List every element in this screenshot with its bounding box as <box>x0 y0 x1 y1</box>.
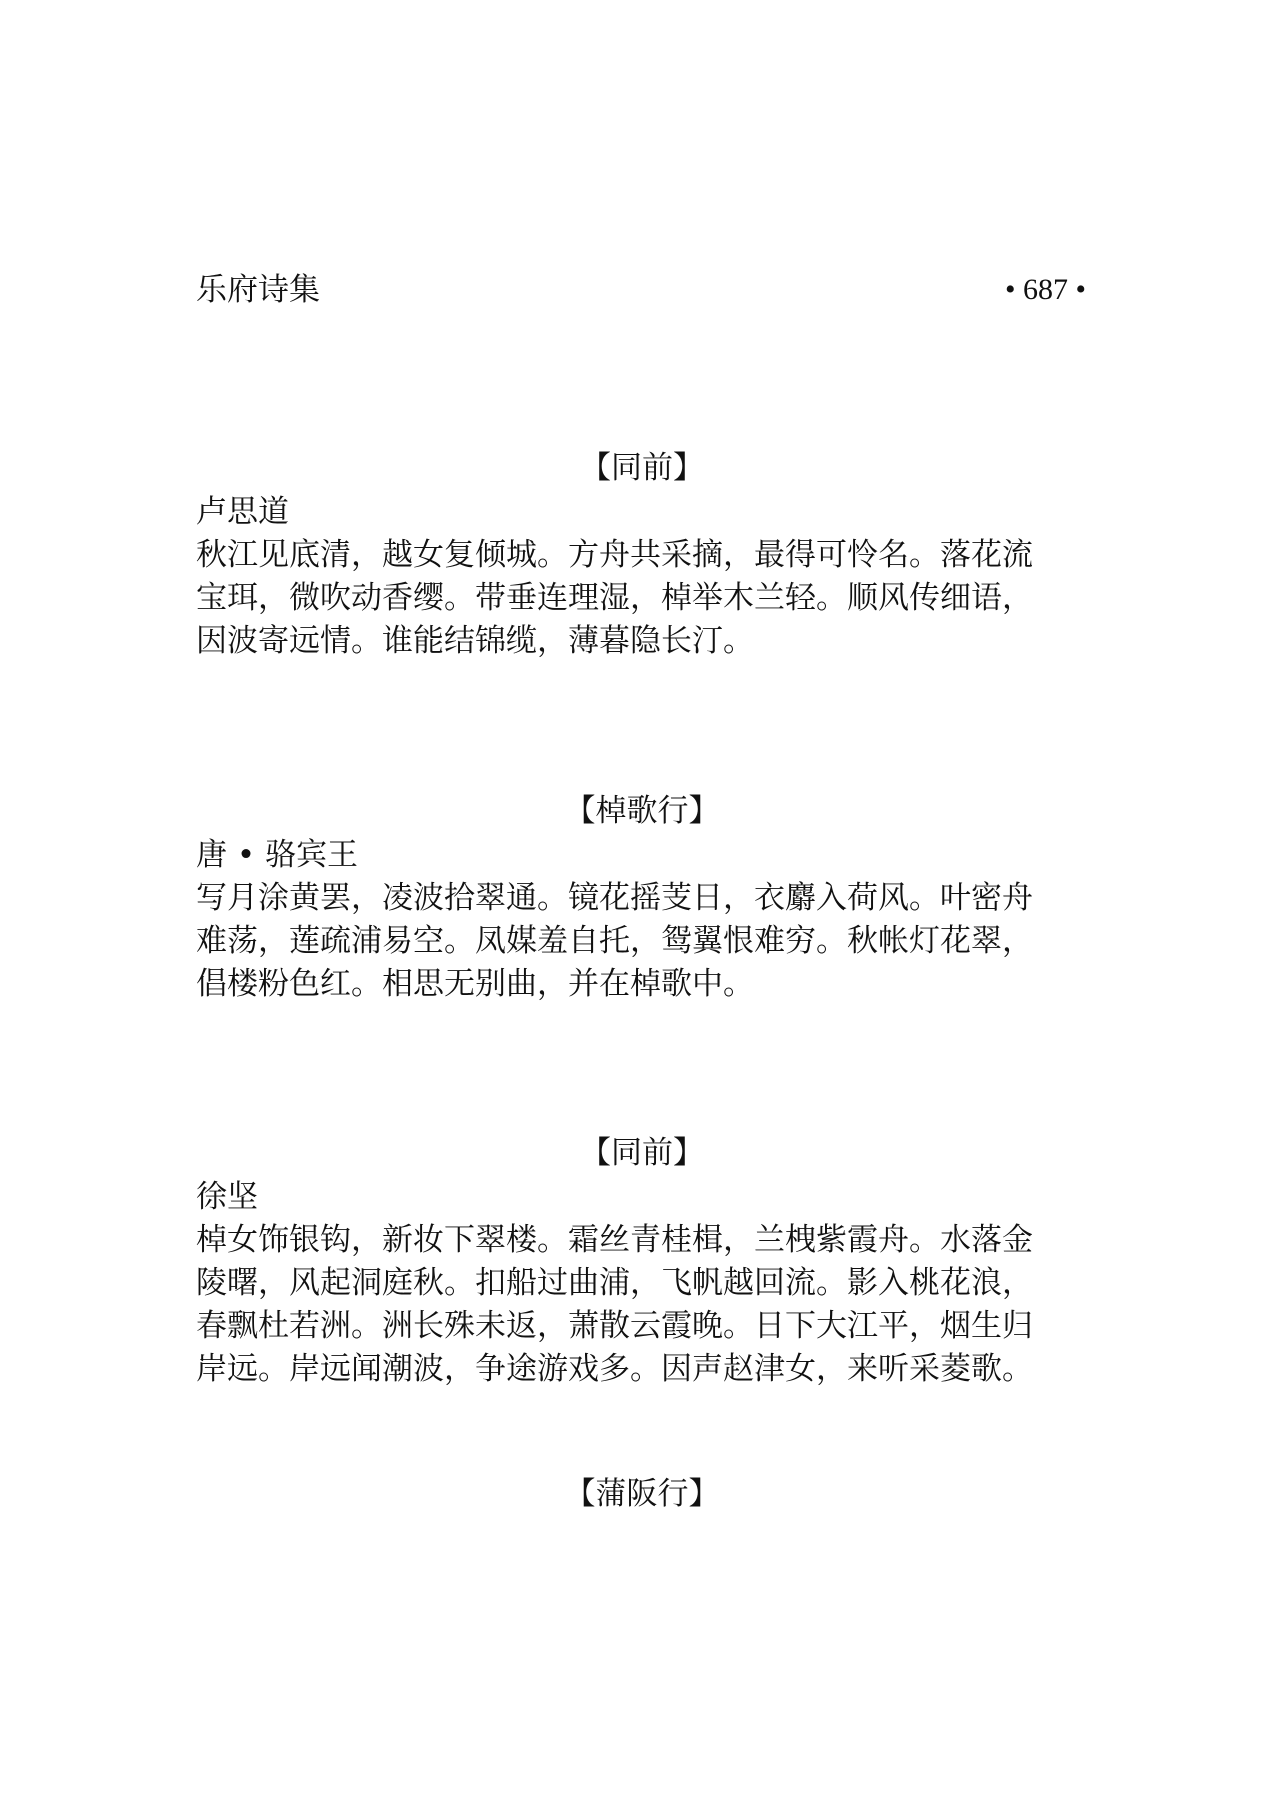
poem-section <box>196 1131 1088 1391</box>
poem-line: 岸远。岸远闻潮波，争途游戏多。因声赵津女，来听采菱歌。 <box>196 1351 1033 1387</box>
poem-author: 徐坚 <box>196 1179 258 1215</box>
poem-section <box>196 446 1088 663</box>
poem-line: 棹女饰银钩，新妆下翠楼。霜丝青桂楫，兰栧紫霞舟。水落金 <box>196 1222 1033 1258</box>
poem-line: 宝珥，微吹动香缨。带垂连理湿，棹举木兰轻。顺风传细语， <box>196 580 1033 616</box>
page-number: • 687 • <box>1004 273 1086 306</box>
poem-author: 唐 • 骆宾王 <box>196 837 358 873</box>
poem-title: 【蒲阪行】 <box>564 1476 720 1512</box>
poem-title: 【棹歌行】 <box>564 793 720 829</box>
poem-line: 秋江见底清，越女复倾城。方舟共采摘，最得可怜名。落花流 <box>196 537 1033 573</box>
poem-line: 春飘杜若洲。洲长殊未返，萧散云霞晚。日下大江平，烟生归 <box>196 1308 1033 1344</box>
poem-title: 【同前】 <box>580 1135 704 1171</box>
poem-line: 因波寄远情。谁能结锦缆，薄暮隐长汀。 <box>196 623 754 659</box>
poem-line: 写月涂黄罢，凌波拾翠通。镜花摇芰日，衣麝入荷风。叶密舟 <box>196 880 1033 916</box>
book-title: 乐府诗集 <box>196 272 320 308</box>
poem-section <box>196 789 1088 1006</box>
poem-author: 卢思道 <box>196 494 289 530</box>
running-header <box>196 268 1086 312</box>
poem-line: 陵曙，风起洞庭秋。扣船过曲浦，飞帆越回流。影入桃花浪， <box>196 1265 1033 1301</box>
poem-line: 难荡，莲疏浦易空。凤媒羞自托，鸳翼恨难穷。秋帐灯花翠， <box>196 923 1033 959</box>
poem-line: 倡楼粉色红。相思无别曲，并在棹歌中。 <box>196 966 754 1002</box>
poem-section <box>196 1472 1088 1516</box>
poem-title: 【同前】 <box>580 450 704 486</box>
